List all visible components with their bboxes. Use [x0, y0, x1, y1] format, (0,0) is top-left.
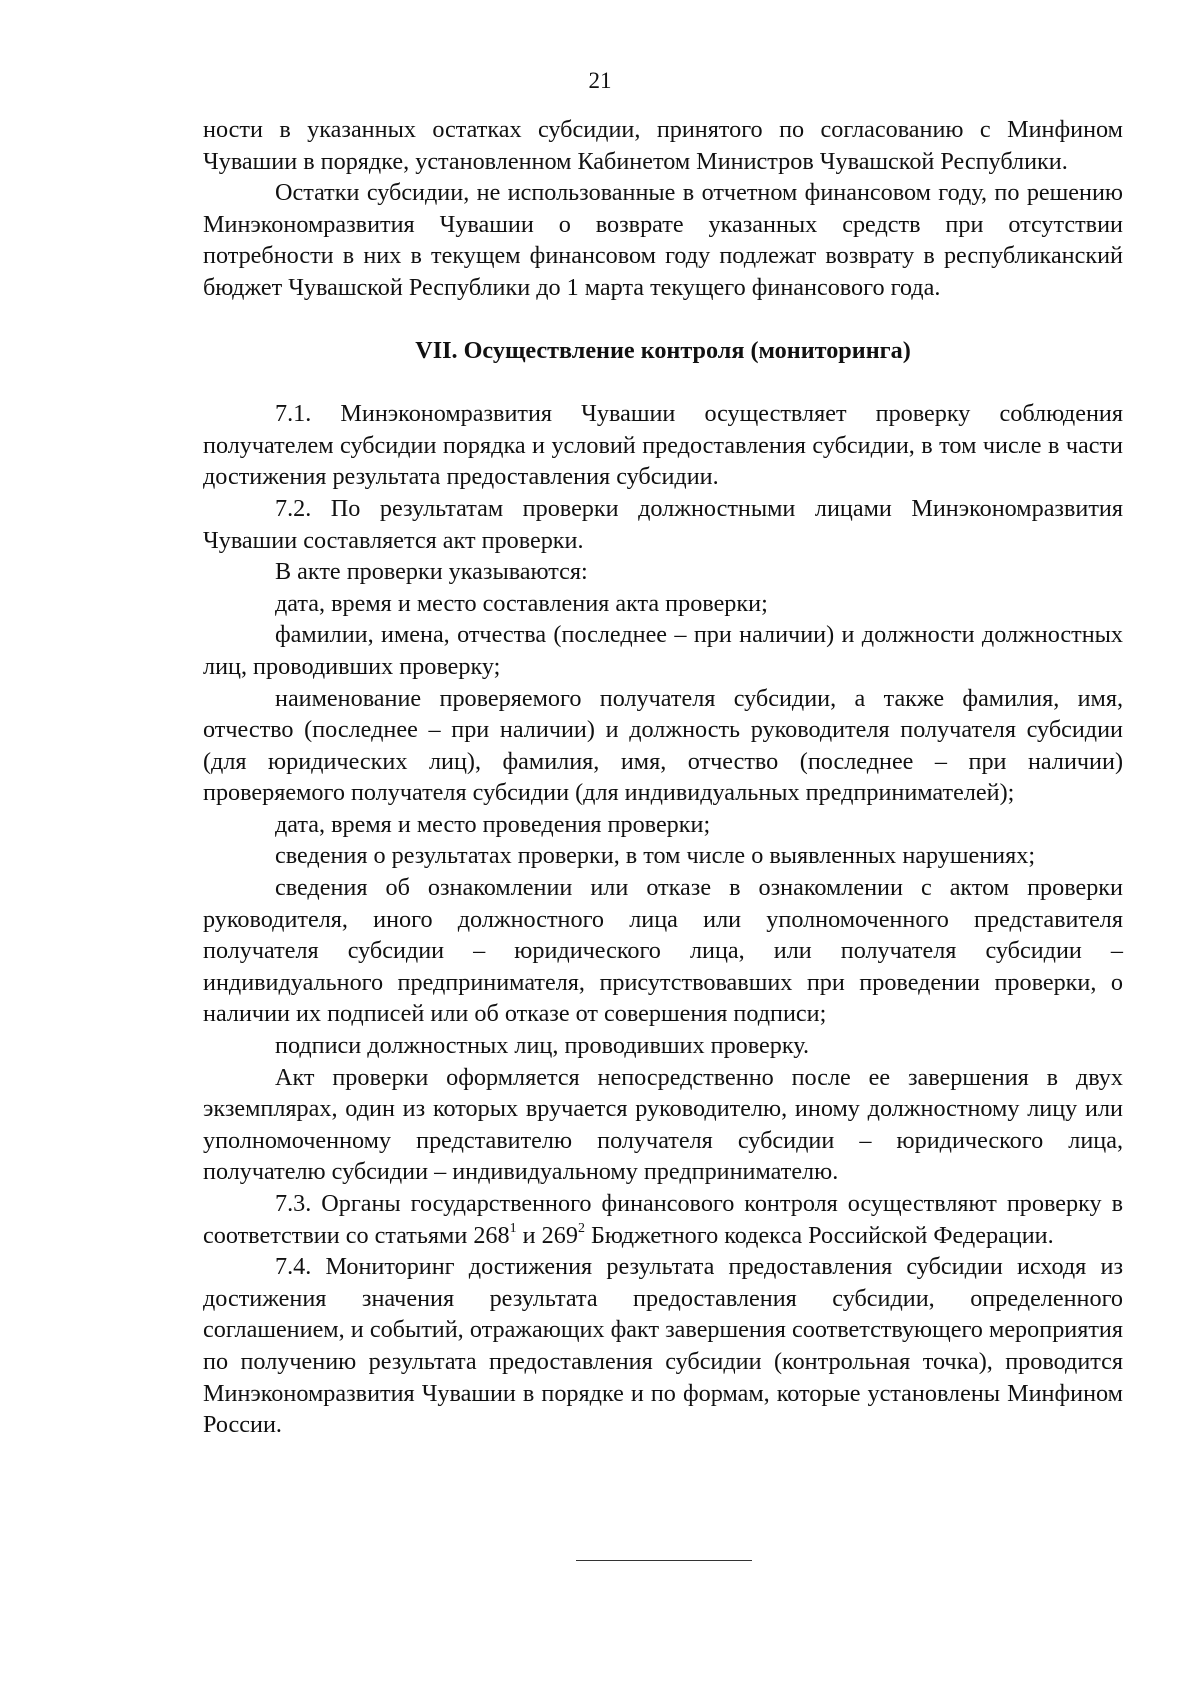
list-item-inspection-date: дата, время и место проведения проверки;: [275, 810, 711, 838]
paragraph-act-execution: Акт проверки оформляется непосредственно после ее завершения в двух экземплярах, один из которых вручается руководителю, иному должностному лицу или уполномоченному представителю получателя субсидии – юридического лица, получателю субсидии – индивидуальному предпринимателю.: [203, 1063, 1123, 1186]
paragraph-7-2: 7.2. По результатам проверки должностными лицами Минэкономразвития Чувашии составляется акт проверки.: [203, 494, 1123, 554]
list-item-recipient-name: наименование проверяемого получателя субсидии, а также фамилия, имя, отчество (последнее – при наличии) и должность руководителя получателя субсидии (для юридических лиц), фамилия, имя, отчество (последнее – при наличии) проверяемого получателя субсидии (для индивидуальных предпринимателей);: [203, 684, 1123, 807]
end-divider: [576, 1560, 752, 1561]
list-item-results: сведения о результатах проверки, в том числе о выявленных нарушениях;: [275, 842, 1036, 870]
section-heading: VII. Осуществление контроля (мониторинга): [415, 336, 911, 364]
superscript-2: 2: [577, 1220, 585, 1236]
paragraph-7-3: [203, 1188, 1123, 1251]
paragraph-subsidy-remainders: Остатки субсидии, не использованные в отчетном финансовом году, по решению Минэкономразвития Чувашии о возврате указанных средств при отсутствии потребности в них в текущем финансовом году подлежат возврату в республиканский бюджет Чувашской Республики до 1 марта текущего финансового года.: [203, 179, 1123, 301]
paragraph-act-contents: В акте проверки указываются:: [275, 558, 588, 586]
superscript-1: 1: [509, 1220, 517, 1236]
paragraph-continuation: ности в указанных остатках субсидии, принятого по согласованию с Минфином Чувашии в порядке, установленном Кабинетом Министров Чувашской Республики.: [203, 116, 1123, 175]
paragraph-7-1: 7.1. Минэкономразвития Чувашии осуществляет проверку соблюдения получателем субсидии порядка и условий предоставления субсидии, в том числе в части достижения результата предоставления субсидии.: [203, 400, 1123, 491]
paragraph-7-3-text-before: 7.3. Органы государственного финансового контроля осуществляют проверку в соответствии со статьями 268: [203, 1190, 1123, 1249]
paragraph-7-3-text-after: Бюджетного кодекса Российской Федерации.: [584, 1221, 1054, 1249]
page-number: 21: [588, 68, 612, 93]
list-item-acquaintance: сведения об ознакомлении или отказе в ознакомлении с актом проверки руководителя, иного должностного лица или уполномоченного представителя получателя субсидии – юридического лица, или получателя субсидии – индивидуального предпринимателя, присутствовавших при проведении проверки, о наличии их подписей или об отказе от совершения подписи;: [203, 874, 1123, 1028]
list-item-names-positions: фамилии, имена, отчества (последнее – при наличии) и должности должностных лиц, проводивших проверку;: [203, 621, 1123, 680]
list-item-date-place: дата, время и место составления акта проверки;: [275, 589, 768, 617]
list-item-signatures: подписи должностных лиц, проводивших проверку.: [275, 1032, 809, 1060]
document-body: [203, 114, 1123, 1441]
paragraph-7-4: 7.4. Мониторинг достижения результата предоставления субсидии исходя из достижения значения результата предоставления субсидии, определенного соглашением, и событий, отражающих факт завершения соответствующего мероприятия по получению результата предоставления субсидии (контрольная точка), проводится Минэкономразвития Чувашии в порядке и по формам, которые установлены Минфином России.: [203, 1253, 1123, 1439]
paragraph-7-3-text-middle: и 269: [516, 1221, 578, 1249]
